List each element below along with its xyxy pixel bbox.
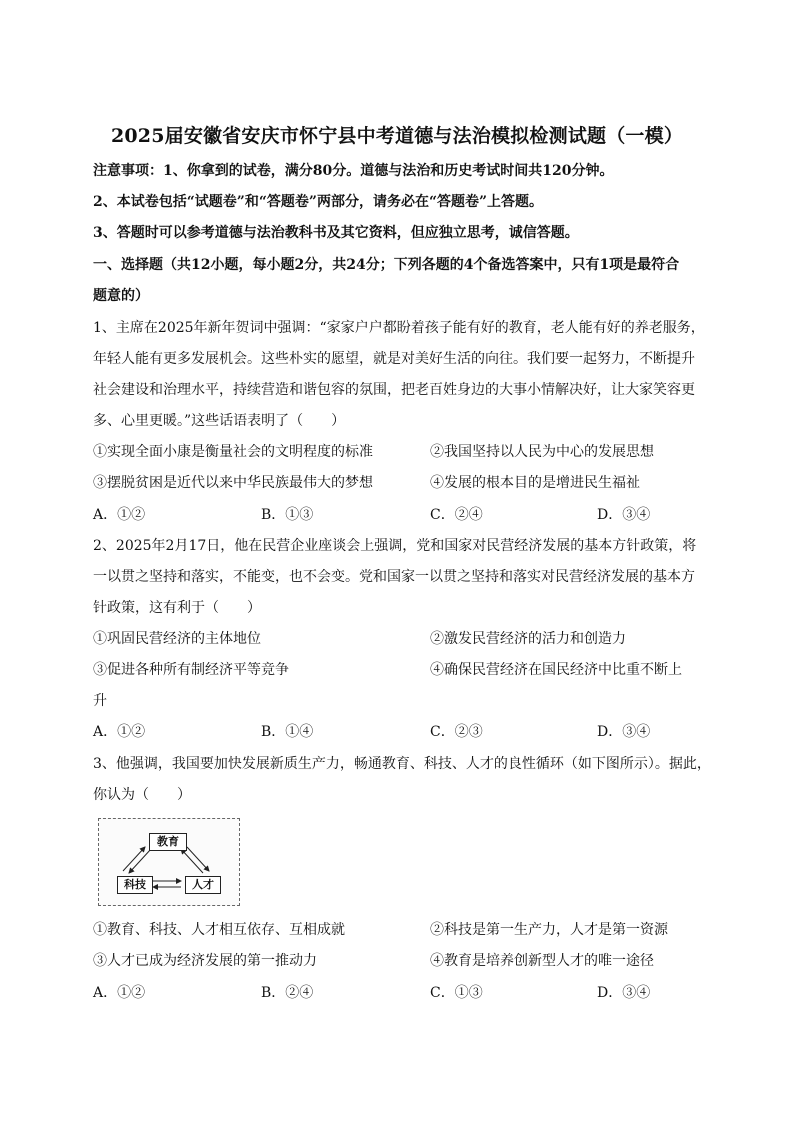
q3-choice-d[interactable]: D．③④ <box>597 985 651 1001</box>
q2-item-3: ③促进各种所有制经济平等竞争 <box>93 662 289 678</box>
q3-choice-a[interactable]: A．①② <box>93 985 146 1001</box>
q1-choice-b[interactable]: B．①③ <box>261 507 314 523</box>
q1-stem-line-3: 社会建设和治理水平，持续营造和谐包容的氛围，把老百姓身边的大事小情解决好，让大家笑容更 <box>93 382 695 398</box>
q3-choice-c[interactable]: C．①③ <box>430 985 483 1001</box>
q2-choice-a[interactable]: A．①② <box>93 724 146 740</box>
section-heading: 一、选择题（共12小题，每小题2分，共24分；下列各题的4个备选答案中，只有1项是最符合 <box>93 257 680 273</box>
q2-choice-b[interactable]: B．①④ <box>261 724 314 740</box>
q2-stem-line-1: 2、2025年2月17日，他在民营企业座谈会上强调，党和国家对民营经济发展的基本方针政策，将 <box>93 538 697 554</box>
q1-item-4: ④发展的根本目的是增进民生福祉 <box>430 475 640 491</box>
q2-item-4: ④确保民营经济在国民经济中比重不断上 <box>430 662 682 678</box>
q3-item-3: ③人才已成为经济发展的第一推动力 <box>93 953 317 969</box>
q1-choice-d[interactable]: D．③④ <box>597 507 651 523</box>
notice-line-3: 3、答题时可以参考道德与法治教科书及其它资料，但应独立思考，诚信答题。 <box>93 225 579 241</box>
q3-item-1: ①教育、科技、人才相互依存、互相成就 <box>93 922 345 938</box>
q2-item-1: ①巩固民营经济的主体地位 <box>93 631 261 647</box>
diagram-node-technology: 科技 <box>117 876 153 894</box>
q3-stem-line-1: 3、他强调，我国要加快发展新质生产力，畅通教育、科技、人才的良性循环（如下图所示）。据此， <box>93 756 711 772</box>
notice-line-1: 注意事项：1、你拿到的试卷，满分80分。道德与法治和历史考试时间共120分钟。 <box>93 163 614 179</box>
q1-item-2: ②我国坚持以人民为中心的发展思想 <box>430 444 654 460</box>
q2-stem-line-2: 一以贯之坚持和落实，不能变，也不会变。党和国家一以贯之坚持和落实对民营经济发展的基本方 <box>93 569 695 585</box>
q2-stem-line-3: 针政策，这有利于（ ） <box>93 600 261 616</box>
q1-choice-c[interactable]: C．②④ <box>430 507 483 523</box>
q1-stem-line-1: 1、主席在2025年新年贺词中强调：“家家户户都盼着孩子能有好的教育，老人能有好的养老服务， <box>93 320 705 336</box>
q1-item-1: ①实现全面小康是衡量社会的文明程度的标准 <box>93 444 373 460</box>
q3-choice-b[interactable]: B．②④ <box>261 985 314 1001</box>
section-heading-cont: 题意的） <box>93 288 149 304</box>
q1-stem-line-4: 多、心里更暖。”这些话语表明了（ ） <box>93 413 346 429</box>
q2-item-2: ②激发民营经济的活力和创造力 <box>430 631 626 647</box>
q3-stem-line-2: 你认为（ ） <box>93 787 191 803</box>
q2-choice-c[interactable]: C．②③ <box>430 724 483 740</box>
q2-choice-d[interactable]: D．③④ <box>597 724 651 740</box>
notice-line-2: 2、本试卷包括“试题卷”和“答题卷”两部分，请务必在“答题卷”上答题。 <box>93 194 544 210</box>
q2-item-4-tail: 升 <box>93 693 107 709</box>
page-title: 2025届安徽省安庆市怀宁县中考道德与法治模拟检测试题（一模） <box>110 125 684 147</box>
diagram-node-education: 教育 <box>149 833 187 851</box>
q1-choice-a[interactable]: A．①② <box>93 507 146 523</box>
q3-item-4: ④教育是培养创新型人才的唯一途径 <box>430 953 654 969</box>
q1-stem-line-2: 年轻人能有更多发展机会。这些朴实的愿望，就是对美好生活的向往。我们要一起努力，不断提升 <box>93 351 695 367</box>
diagram-node-talent: 人才 <box>185 876 221 894</box>
q3-item-2: ②科技是第一生产力，人才是第一资源 <box>430 922 668 938</box>
cycle-diagram <box>98 818 240 906</box>
q1-item-3: ③摆脱贫困是近代以来中华民族最伟大的梦想 <box>93 475 373 491</box>
